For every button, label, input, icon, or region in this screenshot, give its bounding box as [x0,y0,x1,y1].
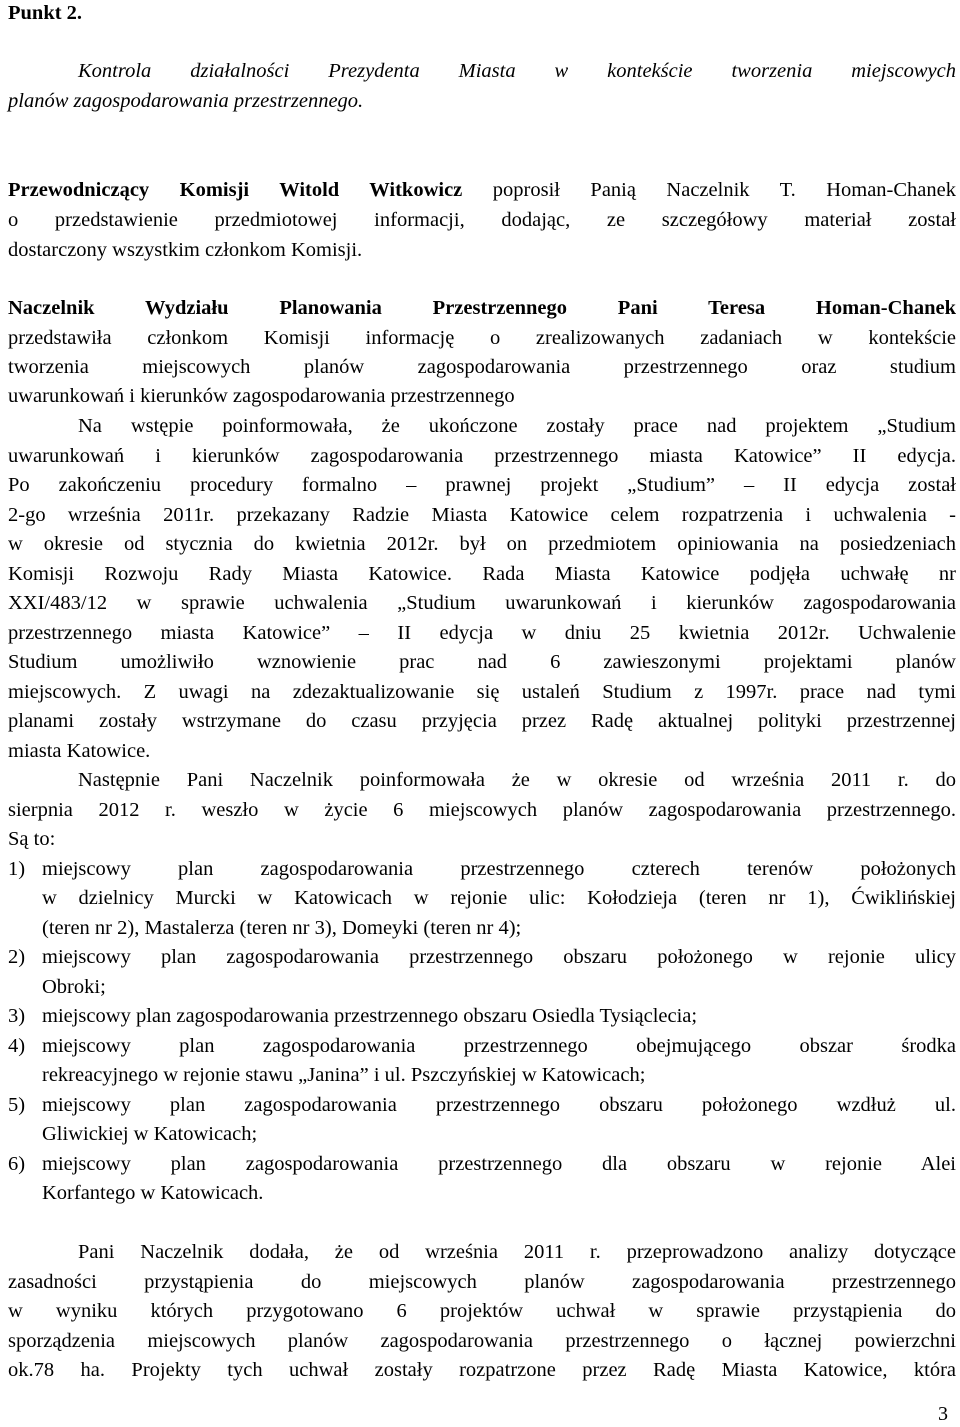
list-item-line: miejscowy plan zagospodarowania przestrzennego dla obszaru w rejonie Alei [42,1153,956,1175]
paragraph-line: w wyniku których przygotowano 6 projektów uchwał w sprawie przystąpienia do [8,1300,956,1322]
paragraph-line: Następnie Pani Naczelnik poinformowała że w okresie od września 2011 r. do [78,769,956,791]
paragraph-line: uwarunkowań i kierunków zagospodarowania przestrzennego [8,385,515,407]
list-item-line: miejscowy plan zagospodarowania przestrzennego czterech terenów położonych [42,858,956,880]
list-item-line: Obroki; [42,976,106,998]
list-item-line: (teren nr 2), Mastalerza (teren nr 3), Domeyki (teren nr 4); [42,917,522,939]
list-item-line: Gliwickiej w Katowicach; [42,1123,258,1145]
paragraph-line: planami zostały wstrzymane do czasu przyjęcia przez Radę aktualnej polityki przestrzennej [8,710,956,732]
list-number: 6) [8,1153,26,1175]
paragraph-line: Na wstępie poinformowała, że ukończone zostały prace nad projektem „Studium [78,415,956,437]
paragraph-line: ok.78 ha. Projekty tych uchwał zostały rozpatrzone przez Radę Miasta Katowice, która [8,1359,956,1381]
paragraph-line: Studium umożliwiło wznowienie prac nad 6 zawieszonymi projektami planów [8,651,956,673]
paragraph-line: przestrzennego miasta Katowice” – II edycja w dniu 25 kwietnia 2012r. Uchwalenie [8,622,956,644]
paragraph-line: w okresie od stycznia do kwietnia 2012r. był on przedmiotem opiniowania na posiedzeniach [8,533,956,555]
list-item-line: miejscowy plan zagospodarowania przestrzennego obejmującego obszar środka [42,1035,956,1057]
paragraph-line: miasta Katowice. [8,740,151,762]
paragraph-line: sporządzenia miejscowych planów zagospodarowania przestrzennego o łącznej powierzchni [8,1330,956,1352]
paragraph-line: Komisji Rozwoju Rady Miasta Katowice. Rada Miasta Katowice podjęła uchwałę nr [8,563,956,585]
paragraph-line: tworzenia miejscowych planów zagospodarowania przestrzennego oraz studium [8,356,956,378]
topic-line: Kontrola działalności Prezydenta Miasta w kontekście tworzenia miejscowych [78,60,956,82]
list-number: 3) [8,1005,26,1027]
list-item-line: miejscowy plan zagospodarowania przestrzennego obszaru Osiedla Tysiąclecia; [42,1005,698,1027]
paragraph-line: Po zakończeniu procedury formalno – prawnej projekt „Studium” – II edycja został [8,474,956,496]
paragraph-line: zasadności przystąpienia do miejscowych planów zagospodarowania przestrzennego [8,1271,956,1293]
topic-line: planów zagospodarowania przestrzennego. [8,90,364,112]
list-item-line: w dzielnicy Murcki w Katowicach w rejonie ulic: Kołodzieja (teren nr 1), Ćwiklińskiej [42,887,956,909]
paragraph-line: uwarunkowań i kierunków zagospodarowania przestrzennego miasta Katowice” II edycja. [8,445,956,467]
speaker-line: Naczelnik Wydziału Planowania Przestrzennego Pani Teresa Homan-Chanek [8,297,956,319]
list-item-line: rekreacyjnego w rejonie stawu „Janina” i ul. Pszczyńskiej w Katowicach; [42,1064,646,1086]
page-number: 3 [938,1403,948,1425]
section-heading: Punkt 2. [8,2,83,24]
paragraph-line: sierpnia 2012 r. weszło w życie 6 miejscowych planów zagospodarowania przestrzennego. [8,799,956,821]
list-number: 2) [8,946,26,968]
paragraph-line: o przedstawienie przedmiotowej informacji, dodając, ze szczegółowy materiał został [8,209,956,231]
paragraph-line: Pani Naczelnik dodała, że od września 2011 r. przeprowadzono analizy dotyczące [78,1241,956,1263]
paragraph-line: miejscowych. Z uwagi na zdezaktualizowanie się ustaleń Studium z 1997r. prace nad tymi [8,681,956,703]
list-number: 4) [8,1035,26,1057]
paragraph-line: dostarczony wszystkim członkom Komisji. [8,239,363,261]
chair-name: Przewodniczący Komisji Witold Witkowicz [8,179,463,201]
paragraph-line: 2-go września 2011r. przekazany Radzie Miasta Katowice celem rozpatrzenia i uchwalenia - [8,504,956,526]
paragraph-line: Są to: [8,828,56,850]
list-item-line: miejscowy plan zagospodarowania przestrzennego obszaru położonego wzdłuż ul. [42,1094,956,1116]
paragraph-line: Przewodniczący Komisji Witold Witkowicz poprosił Panią Naczelnik T. Homan-Chanek [8,179,956,201]
paragraph-line: przedstawiła członkom Komisji informację o zrealizowanych zadaniach w kontekście [8,327,956,349]
list-number: 5) [8,1094,26,1116]
list-number: 1) [8,858,26,880]
list-item-line: miejscowy plan zagospodarowania przestrzennego obszaru położonego w rejonie ulicy [42,946,956,968]
list-item-line: Korfantego w Katowicach. [42,1182,264,1204]
paragraph-line: XXI/483/12 w sprawie uchwalenia „Studium uwarunkowań i kierunków zagospodarowania [8,592,956,614]
